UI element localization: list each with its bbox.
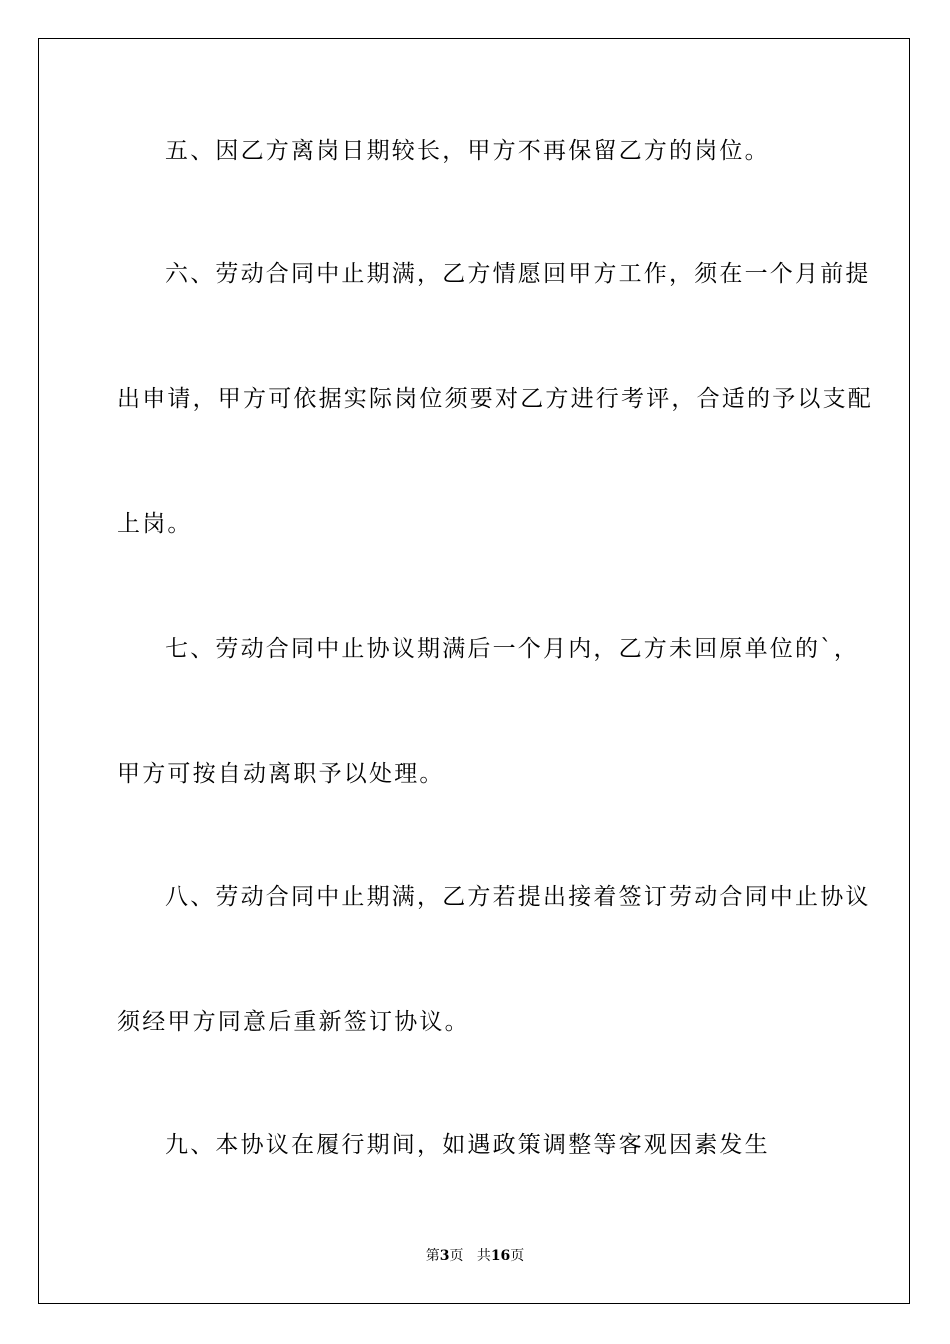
paragraph-line-2: 六、劳动合同中止期满，乙方情愿回甲方工作，须在一个月前提 — [165, 261, 871, 287]
footer-page-number: 3 — [439, 1248, 450, 1264]
paragraph-line-4: 上岗。 — [117, 511, 193, 537]
paragraph-line-1: 五、因乙方离岗日期较长，甲方不再保留乙方的岗位。 — [165, 138, 770, 164]
footer-page-prefix: 第 — [425, 1248, 440, 1264]
paragraph-line-6: 甲方可按自动离职予以处理。 — [117, 761, 445, 787]
footer-page-suffix: 页 — [449, 1248, 464, 1264]
footer-total-prefix: 共 — [476, 1248, 491, 1264]
footer-total-suffix: 页 — [510, 1248, 525, 1264]
paragraph-line-9: 九、本协议在履行期间，如遇政策调整等客观因素发生 — [165, 1132, 770, 1158]
page-border — [38, 38, 910, 1304]
footer-total-pages: 16 — [490, 1248, 511, 1264]
page-footer — [0, 1247, 950, 1265]
paragraph-line-3: 出申请，甲方可依据实际岗位须要对乙方进行考评，合适的予以支配 — [117, 386, 873, 412]
paragraph-line-7: 八、劳动合同中止期满，乙方若提出接着签订劳动合同中止协议 — [165, 884, 871, 910]
paragraph-line-5: 七、劳动合同中止协议期满后一个月内，乙方未回原单位的`， — [165, 636, 860, 662]
paragraph-line-8: 须经甲方同意后重新签订协议。 — [117, 1009, 470, 1035]
